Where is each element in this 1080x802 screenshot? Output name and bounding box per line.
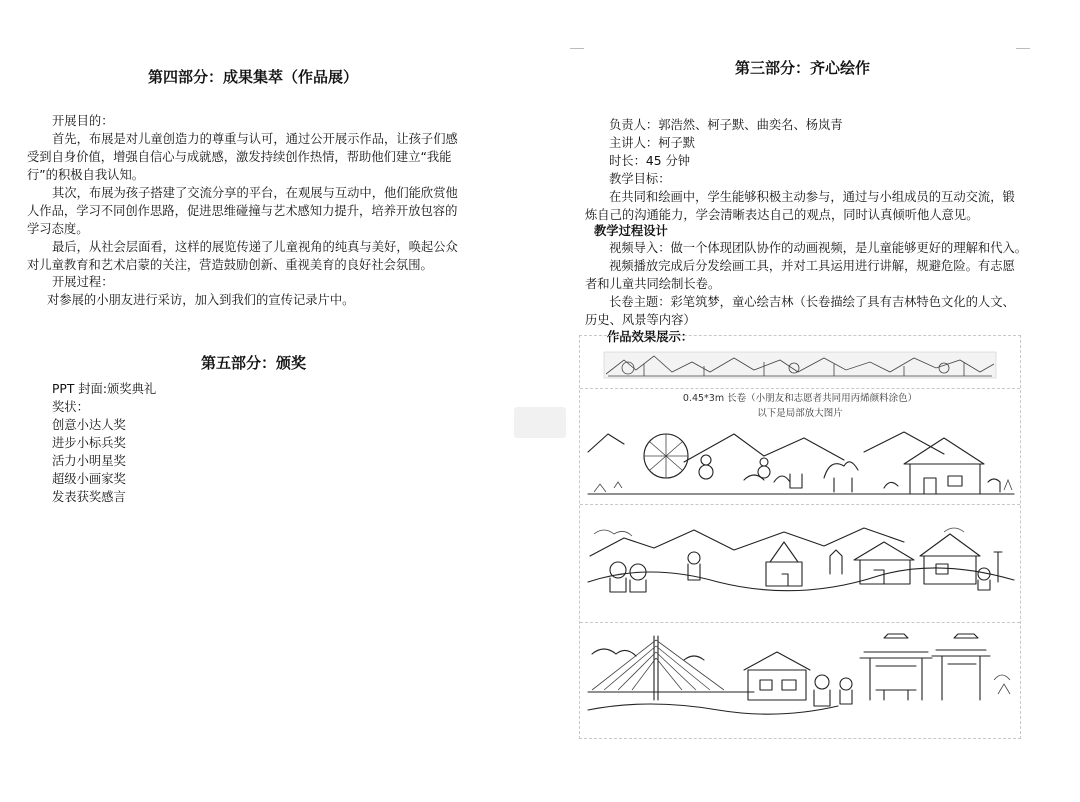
section4-title: 第四部分：成果集萃（作品展）	[148, 68, 359, 86]
section4-line: 开展过程：	[52, 275, 114, 289]
section3-line: 负责人：郭浩然、柯子默、曲奕名、杨岚青	[609, 118, 843, 132]
section5-title: 第五部分：颁奖	[201, 354, 307, 372]
winter-village-image	[584, 422, 1016, 502]
section5-line: 进步小标兵奖	[52, 436, 126, 450]
bridge-gate-image	[584, 630, 1016, 724]
artwork-frame	[579, 335, 1021, 739]
section5-line: 发表获奖感言	[52, 490, 126, 504]
section3-line: 视频播放完成后分发绘画工具，并对工具运用进行讲解，规避危险。有志愿	[609, 259, 1015, 273]
section3-line: 在共同和绘画中，学生能够积极主动参与，通过与小组成员的互动交流，锻	[609, 190, 1015, 204]
section4-line: 对参展的小朋友进行采访，加入到我们的宣传记录片中。	[47, 293, 355, 307]
section4-line: 开展目的：	[52, 114, 114, 128]
section4-line: 受到自身价值，增强自信心与成就感，激发持续创作热情，帮助他们建立“我能	[27, 150, 452, 164]
section3-line: 炼自己的沟通能力，学会清晰表达自己的观点，同时认真倾听他人意见。	[585, 208, 979, 222]
section3-line: 教学目标：	[609, 172, 671, 186]
section3-line: 视频导入：做一个体现团队协作的动画视频，是儿童能够更好的理解和代入。	[609, 241, 1028, 255]
section3-line: 历史、风景等内容）	[585, 313, 696, 327]
section3-subheading: 教学过程设计	[594, 224, 668, 238]
section4-line: 其次，布展为孩子搭建了交流分享的平台，在观展与互动中，他们能欣赏他	[52, 186, 458, 200]
section3-line: 主讲人：柯子默	[609, 136, 696, 150]
section3-subheading: 作品效果展示：	[607, 330, 694, 344]
section4-line: 对儿童教育和艺术启蒙的关注，营造鼓励创新、重视美育的良好社会氛围。	[27, 258, 433, 272]
section5-line: 创意小达人奖	[52, 418, 126, 432]
section4-line: 行”的积极自我认知。	[27, 168, 145, 182]
section5-line: 奖状：	[52, 400, 89, 414]
section3-line: 长卷主题：彩笔筑梦，童心绘吉林（长卷描绘了具有吉林特色文化的人文、	[609, 295, 1015, 309]
stupa-houses-image	[584, 512, 1016, 602]
section4-line: 人作品，学习不同创作思路，促进思维碰撞与艺术感知力提升，培养开放包容的	[27, 204, 458, 218]
section4-line: 学习态度。	[27, 222, 89, 236]
section3-line: 时长：45 分钟	[609, 154, 691, 168]
artwork-caption: 0.45*3m 长卷（小朋友和志愿者共同用丙烯颜料涂色）	[682, 393, 918, 404]
scroll-overview-image	[584, 346, 1016, 384]
section5-line: 超级小画家奖	[52, 472, 126, 486]
artwork-subcaption: 以下是局部放大图片	[757, 408, 843, 419]
section5-line: PPT 封面:颁奖典礼	[52, 382, 157, 396]
section3-title: 第三部分：齐心绘作	[735, 59, 871, 77]
section5-line: 活力小明星奖	[52, 454, 126, 468]
page-gap-scroll-hint[interactable]	[514, 407, 566, 438]
section3-line: 者和儿童共同绘制长卷。	[585, 277, 721, 291]
left-page	[0, 0, 510, 802]
section4-line: 首先，布展是对儿童创造力的尊重与认可，通过公开展示作品，让孩子们感	[52, 132, 458, 146]
section4-line: 最后，从社会层面看，这样的展览传递了儿童视角的纯真与美好，唤起公众	[52, 240, 458, 254]
